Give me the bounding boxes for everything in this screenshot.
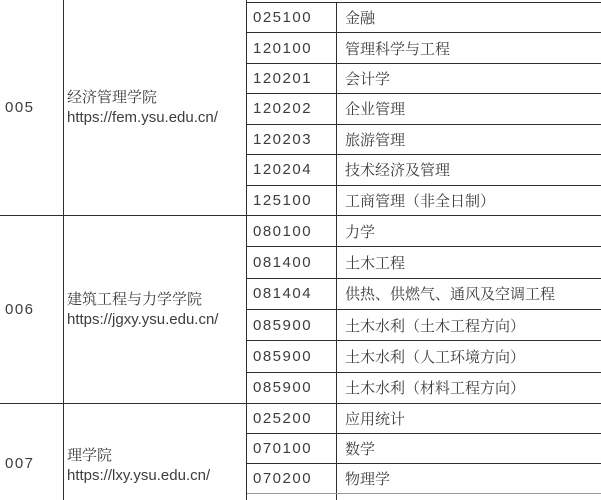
- program-code: 025100: [247, 3, 337, 32]
- college-section: [0, 404, 601, 500]
- program-code: 081404: [247, 279, 337, 309]
- program-name: 会计学: [345, 71, 391, 89]
- college-code: 006: [5, 301, 35, 318]
- program-code: [247, 494, 337, 500]
- program-name: 土木水利（土木工程方向）: [345, 317, 526, 335]
- program-name: 工商管理（非全日制）: [345, 192, 496, 210]
- program-name: 数学: [345, 441, 376, 458]
- program-name: 力学: [345, 223, 376, 241]
- program-name: 企业管理: [345, 101, 406, 119]
- program-name: 土木水利（材料工程方向）: [345, 380, 526, 398]
- program-row: [247, 404, 601, 434]
- program-row: [247, 434, 601, 464]
- program-rows: [247, 404, 601, 500]
- program-name: 供热、供燃气、通风及空调工程: [345, 286, 556, 304]
- clipped-program-row: [247, 494, 601, 500]
- program-row: [247, 3, 601, 33]
- program-name: 土木水利（人工环境方向）: [345, 348, 526, 366]
- program-name: 管理科学与工程: [345, 40, 451, 58]
- college-name: 经济管理学院: [67, 88, 158, 106]
- program-row: [247, 125, 601, 155]
- program-code: 081400: [247, 247, 337, 277]
- program-code: 085900: [247, 341, 337, 371]
- program-row: [247, 310, 601, 341]
- college-code: 005: [5, 99, 35, 116]
- college-code: 007: [5, 454, 35, 472]
- college-section: [0, 0, 601, 216]
- college-url: https://fem.ysu.edu.cn/: [67, 108, 218, 126]
- college-code-cell: [0, 216, 64, 403]
- college-info-cell: [64, 404, 247, 500]
- program-name: [337, 494, 601, 500]
- program-code: 085900: [247, 373, 337, 403]
- program-rows: [247, 216, 601, 403]
- program-name: 技术经济及管理: [345, 162, 451, 180]
- program-code: 070200: [247, 464, 337, 493]
- program-code: 080100: [247, 216, 337, 246]
- program-code: 120100: [247, 33, 337, 62]
- program-row: [247, 94, 601, 124]
- program-row: [247, 216, 601, 247]
- college-info-cell: [64, 0, 247, 215]
- program-name: 金融: [345, 10, 376, 28]
- program-row: [247, 373, 601, 403]
- program-code: 120201: [247, 64, 337, 93]
- program-code: 070100: [247, 434, 337, 463]
- program-rows: [247, 2, 601, 215]
- program-row: [247, 247, 601, 278]
- college-name: 理学院: [67, 447, 113, 464]
- program-code: 120203: [247, 125, 337, 154]
- college-url: https://jgxy.ysu.edu.cn/: [67, 310, 219, 328]
- program-code: 120204: [247, 155, 337, 184]
- program-row: [247, 155, 601, 185]
- program-row: [247, 341, 601, 372]
- program-code: 125100: [247, 186, 337, 215]
- program-code: 120202: [247, 94, 337, 123]
- program-row: [247, 279, 601, 310]
- program-row: [247, 464, 601, 494]
- college-code-cell: [0, 404, 64, 500]
- program-name: 土木工程: [345, 254, 406, 272]
- program-row: [247, 186, 601, 215]
- program-row: [247, 33, 601, 63]
- program-row: [247, 64, 601, 94]
- college-url: https://lxy.ysu.edu.cn/: [67, 467, 211, 484]
- college-name: 建筑工程与力学学院: [67, 290, 203, 308]
- college-code-cell: [0, 0, 64, 215]
- program-code: 025200: [247, 404, 337, 433]
- program-name: 应用统计: [345, 411, 406, 428]
- program-name: 物理学: [345, 471, 391, 488]
- college-info-cell: [64, 216, 247, 403]
- program-code: 085900: [247, 310, 337, 340]
- college-section: [0, 216, 601, 404]
- program-name: 旅游管理: [345, 131, 406, 149]
